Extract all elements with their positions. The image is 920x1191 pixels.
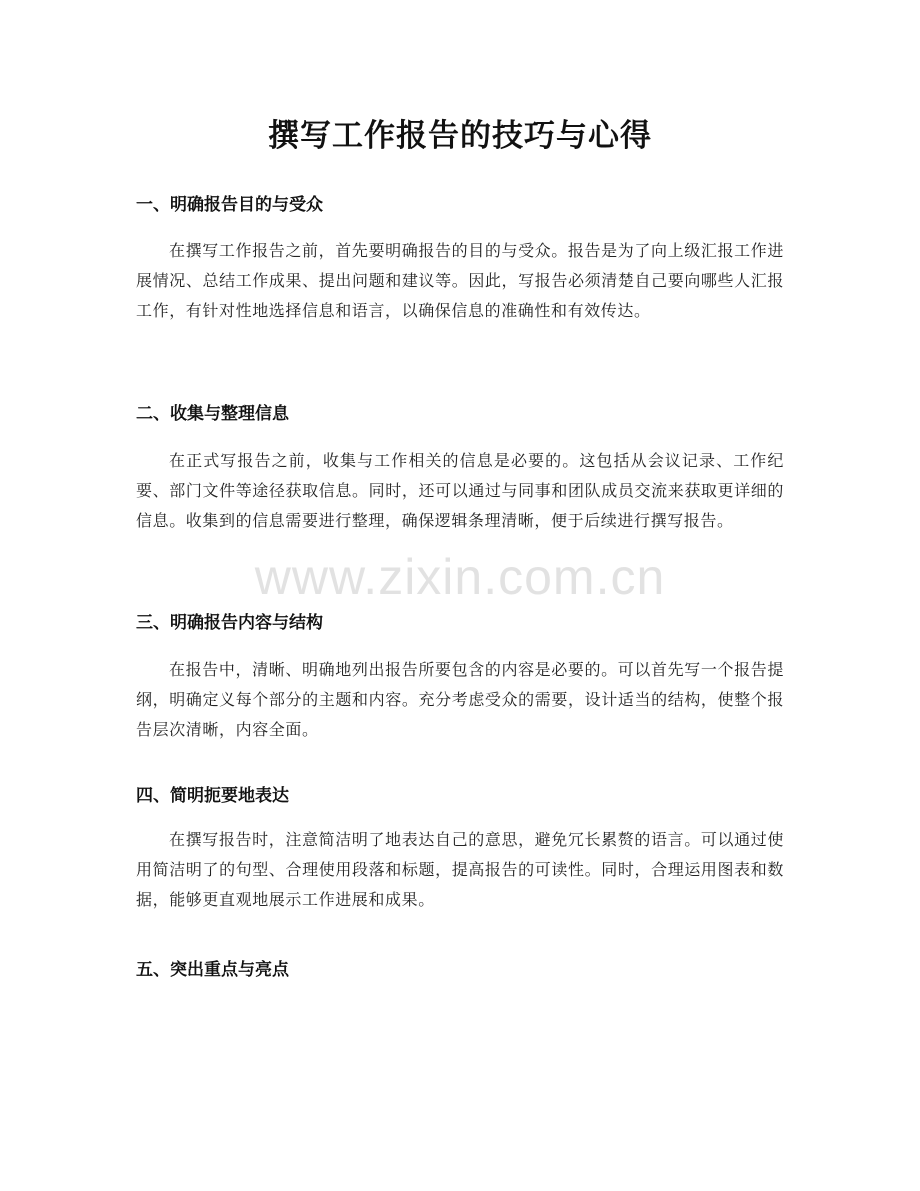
section-heading-3: 三、明确报告内容与结构 [136, 613, 323, 633]
site-watermark: www.zixin.com.cn [254, 549, 666, 605]
section-body-3: 在报告中，清晰、明确地列出报告所要包含的内容是必要的。可以首先写一个报告提纲，明确定义每个部分的主题和内容。充分考虑受众的需要，设计适当的结构，使整个报告层次清晰，内容全面。 [136, 660, 784, 739]
section-heading-5: 五、突出重点与亮点 [136, 960, 289, 980]
document-title: 撰写工作报告的技巧与心得 [268, 118, 652, 154]
section-heading-4: 四、简明扼要地表达 [136, 786, 289, 806]
section-body-1: 在撰写工作报告之前，首先要明确报告的目的与受众。报告是为了向上级汇报工作进展情况、总结工作成果、提出问题和建议等。因此，写报告必须清楚自己要向哪些人汇报工作，有针对性地选择信息和语言，以确保信息的准确性和有效传达。 [136, 241, 784, 320]
section-body-4: 在撰写报告时，注意简洁明了地表达自己的意思，避免冗长累赘的语言。可以通过使用简洁明了的句型、合理使用段落和标题，提高报告的可读性。同时，合理运用图表和数据，能够更直观地展示工作进展和成果。 [136, 830, 784, 909]
section-body-2: 在正式写报告之前，收集与工作相关的信息是必要的。这包括从会议记录、工作纪要、部门文件等途径获取信息。同时，还可以通过与同事和团队成员交流来获取更详细的信息。收集到的信息需要进行整理，确保逻辑条理清晰，便于后续进行撰写报告。 [136, 451, 784, 530]
section-heading-1: 一、明确报告目的与受众 [136, 195, 323, 215]
section-heading-2: 二、收集与整理信息 [136, 404, 289, 424]
